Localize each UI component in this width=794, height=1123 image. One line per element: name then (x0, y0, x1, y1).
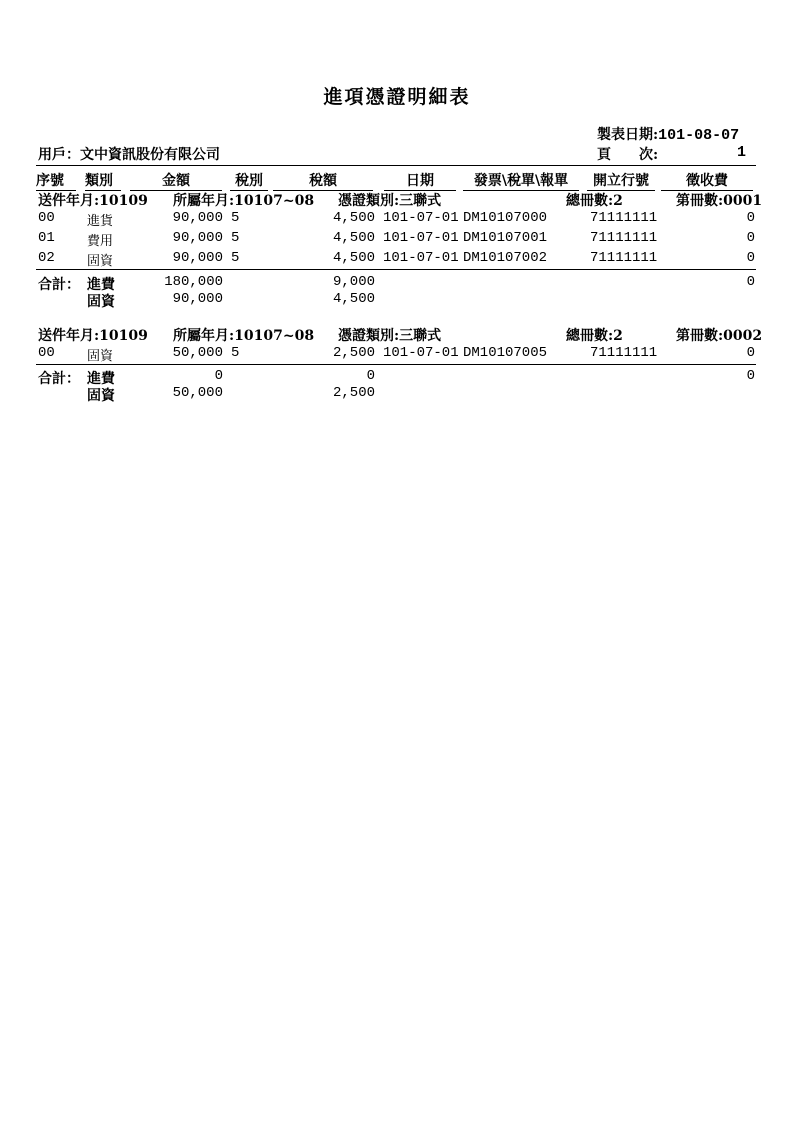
row-collected: 0 (746, 345, 755, 361)
page-number: 1 (736, 144, 746, 161)
row-seq: 00 (38, 345, 55, 361)
row-tax: 4,500 (332, 210, 375, 226)
total-category-label: 固資 (87, 388, 115, 404)
col-header-amount: 金額 (130, 170, 222, 191)
total-tax: 4,500 (332, 291, 375, 307)
group-belong-month: 所屬年月:10107~08 (173, 328, 315, 344)
group-voucher-type: 憑證類別:三聯式 (338, 328, 442, 344)
row-collected: 0 (746, 250, 755, 266)
col-header-category: 類別 (85, 170, 121, 191)
row-date: 101-07-01 (383, 345, 459, 361)
report-title: 進項憑證明細表 (323, 86, 471, 108)
row-date: 101-07-01 (383, 210, 459, 226)
total-category-label: 固資 (87, 294, 115, 310)
group-send-month: 送件年月:10109 (38, 193, 148, 209)
row-seq: 01 (38, 230, 55, 246)
row-bank: 71111111 (590, 210, 658, 226)
row-seq: 00 (38, 210, 55, 226)
row-tax-type: 5 (231, 345, 240, 361)
user-label: 用戶： (38, 147, 80, 163)
row-amount: 90,000 (172, 250, 223, 266)
row-invoice: DM10107002 (463, 250, 548, 266)
total-tax: 9,000 (332, 274, 375, 290)
row-bank: 71111111 (590, 345, 658, 361)
total-collected: 0 (746, 368, 755, 384)
user-name: 文中資訊股份有限公司 (80, 147, 220, 163)
row-bank: 71111111 (590, 230, 658, 246)
row-date: 101-07-01 (383, 230, 459, 246)
col-header-seq: 序號 (36, 170, 76, 191)
total-amount: 0 (214, 368, 223, 384)
print-date-label: 製表日期: (597, 127, 659, 143)
row-tax: 4,500 (332, 250, 375, 266)
group-book-no: 第冊數:0002 (676, 328, 763, 344)
total-amount: 90,000 (172, 291, 223, 307)
row-seq: 02 (38, 250, 55, 266)
row-amount: 90,000 (172, 230, 223, 246)
group-voucher-type: 憑證類別:三聯式 (338, 193, 442, 209)
subtotal-divider (36, 364, 756, 365)
row-collected: 0 (746, 230, 755, 246)
col-header-collected: 徵收費 (661, 170, 753, 191)
col-header-bank: 開立行號 (587, 170, 655, 191)
total-tax: 2,500 (332, 385, 375, 401)
group-belong-month: 所屬年月:10107~08 (173, 193, 315, 209)
total-collected: 0 (746, 274, 755, 290)
row-tax-type: 5 (231, 210, 240, 226)
row-category: 固資 (87, 254, 114, 269)
user-row (38, 144, 220, 164)
row-amount: 90,000 (172, 210, 223, 226)
print-date-row (597, 124, 739, 144)
total-label: 合計： (38, 371, 80, 387)
header-divider (36, 165, 756, 166)
print-date-value: 101-08-07 (658, 127, 740, 144)
row-tax: 2,500 (332, 345, 375, 361)
group-book-no: 第冊數:0001 (676, 193, 763, 209)
row-category: 固資 (87, 349, 114, 364)
page-label: 頁 次: (597, 147, 659, 163)
row-amount: 50,000 (172, 345, 223, 361)
row-bank: 71111111 (590, 250, 658, 266)
total-tax: 0 (366, 368, 375, 384)
col-header-invoice: 發票\稅單\報單 (463, 170, 579, 191)
col-header-tax-type: 稅別 (230, 170, 268, 191)
group-total-books: 總冊數:2 (566, 193, 623, 209)
col-header-tax: 稅額 (273, 170, 373, 191)
row-tax-type: 5 (231, 250, 240, 266)
row-tax-type: 5 (231, 230, 240, 246)
total-category-label: 進費 (87, 277, 115, 293)
total-category-label: 進費 (87, 371, 115, 387)
subtotal-divider (36, 269, 756, 270)
row-date: 101-07-01 (383, 250, 459, 266)
row-category: 進貨 (87, 214, 114, 229)
row-invoice: DM10107005 (463, 345, 548, 361)
row-invoice: DM10107000 (463, 210, 548, 226)
total-label: 合計： (38, 277, 80, 293)
total-amount: 180,000 (164, 274, 223, 290)
row-invoice: DM10107001 (463, 230, 548, 246)
col-header-date: 日期 (384, 170, 456, 191)
row-category: 費用 (87, 234, 114, 249)
row-collected: 0 (746, 210, 755, 226)
total-amount: 50,000 (172, 385, 223, 401)
group-total-books: 總冊數:2 (566, 328, 623, 344)
row-tax: 4,500 (332, 230, 375, 246)
group-send-month: 送件年月:10109 (38, 328, 148, 344)
